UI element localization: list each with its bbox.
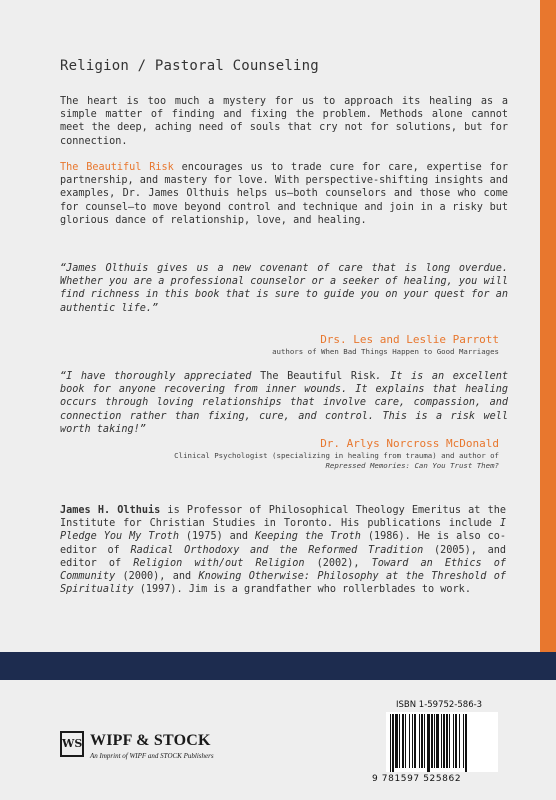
barcode-bar (424, 714, 425, 768)
publisher-mark-icon: WS (60, 731, 84, 757)
bio-text-1: is Professor of Philosophical Theology Emeritus at the Institute for Christian Studies in Toronto. His publications include (60, 505, 506, 530)
category-heading: Religion / Pastoral Counseling (60, 58, 319, 74)
navy-band (0, 652, 556, 680)
endorsement-quote-2 (60, 370, 508, 436)
barcode-bar (459, 714, 460, 768)
bio-book-3: Radical Orthodoxy and the Reformed Tradition (130, 544, 424, 556)
barcode-bar (395, 714, 398, 768)
endorser-name-1: Drs. Les and Leslie Parrott (320, 333, 499, 346)
bio-book-6: Knowing Otherwise: Philosophy at the Threshold of Spirituality (60, 571, 506, 596)
barcode-bar (436, 714, 439, 768)
bio-book-2: Keeping the Troth (255, 531, 361, 543)
barcode-bar (399, 714, 400, 768)
barcode-bar (409, 714, 410, 768)
isbn-label: ISBN 1-59752-586-3 (396, 700, 483, 710)
barcode-bar (443, 714, 445, 768)
description-body: encourages us to trade cure for care, expertise for partnership, and mastery for love. With perspective-shifting insights and examples, Dr. James Olthuis helps us—both counselors and those who come for counsel—to move beyond control and technique and join in a risky but glorious dance of relationship, love, and healing. (60, 162, 508, 226)
barcode-bar (446, 714, 448, 768)
barcode-bar (431, 714, 433, 768)
bio-text-2: (1975) and (178, 531, 255, 543)
endorser-role-2-line-1: Clinical Psychologist (specializing in healing from trauma) and author of (174, 451, 499, 460)
barcode-bar (441, 714, 442, 768)
barcode-bar (455, 714, 457, 768)
bio-book-5: Toward an Ethics of Community (60, 557, 506, 583)
bio-text-7: (1997). Jim is a grandfather who rollerblades to work. (133, 584, 471, 596)
bio-book-1: I Pledge You My Troth (60, 518, 506, 543)
endorser-role-1: authors of When Bad Things Happen to Good Marriages (272, 347, 499, 356)
book-title-highlight: The Beautiful Risk (60, 162, 174, 173)
description-paragraph (60, 161, 508, 227)
publisher-logo (60, 731, 250, 771)
barcode-bar (419, 714, 420, 768)
publisher-name: WIPF & STOCK (90, 732, 211, 749)
endorser-role-2-line-2: Repressed Memories: Can You Trust Them? (325, 460, 499, 470)
quote-2-end: . It is an excellent book for anyone recovering from inner wounds. It explains that healing occurs through loving relationships that involve care, compassion, and connection rather than fixing, cure, and control. This is a risk well worth taking!” (60, 371, 509, 435)
bio-text-6: (2000), and (115, 571, 199, 583)
barcode-bar (465, 714, 467, 772)
quote-2-book-title: The Beautiful Risk (260, 371, 376, 382)
barcode-bar (392, 714, 394, 772)
barcode-number: 9 781597 525862 (372, 774, 462, 784)
barcode-bar (463, 714, 464, 768)
barcode-bar (405, 714, 406, 768)
barcode-bar (390, 714, 391, 772)
quote-2-start: “I have thoroughly appreciated (60, 371, 261, 382)
bio-text-5: (2002), (304, 557, 372, 569)
orange-stripe (540, 0, 556, 652)
publisher-tagline: An Imprint of WIPF and STOCK Publishers (90, 752, 214, 760)
endorser-name-2: Dr. Arlys Norcross McDonald (320, 437, 499, 450)
barcode-bar (453, 714, 454, 768)
barcode-bar (414, 714, 416, 768)
barcode-bars (386, 712, 498, 772)
barcode (386, 712, 498, 772)
author-bio (60, 504, 506, 596)
intro-paragraph: The heart is too much a mystery for us to approach its healing as a simple matter of finding and fixing the problem. Methods alone cannot meet the deep, aching need of souls that cry not for solutions, but for connection. (60, 96, 508, 147)
endorser-role-2 (174, 451, 499, 470)
barcode-bar (427, 714, 430, 772)
barcode-bar (449, 714, 450, 768)
barcode-bar (402, 714, 404, 768)
bio-text-4: (2005), and editor of (60, 544, 506, 569)
barcode-bar (412, 714, 413, 768)
barcode-bar (434, 714, 435, 768)
endorsement-quote-1: “James Olthuis gives us a new covenant of care that is long overdue. Whether you are a professional counselor or a seeker of healing, you will find richness in this book that is sure to guide you on your quest for an authentic life.” (60, 263, 508, 314)
bio-book-4: Religion with/out Religion (133, 557, 305, 569)
bio-text-3: (1986). He is also co-editor of (60, 531, 506, 556)
barcode-bar (421, 714, 423, 768)
author-name: James H. Olthuis (60, 505, 161, 516)
